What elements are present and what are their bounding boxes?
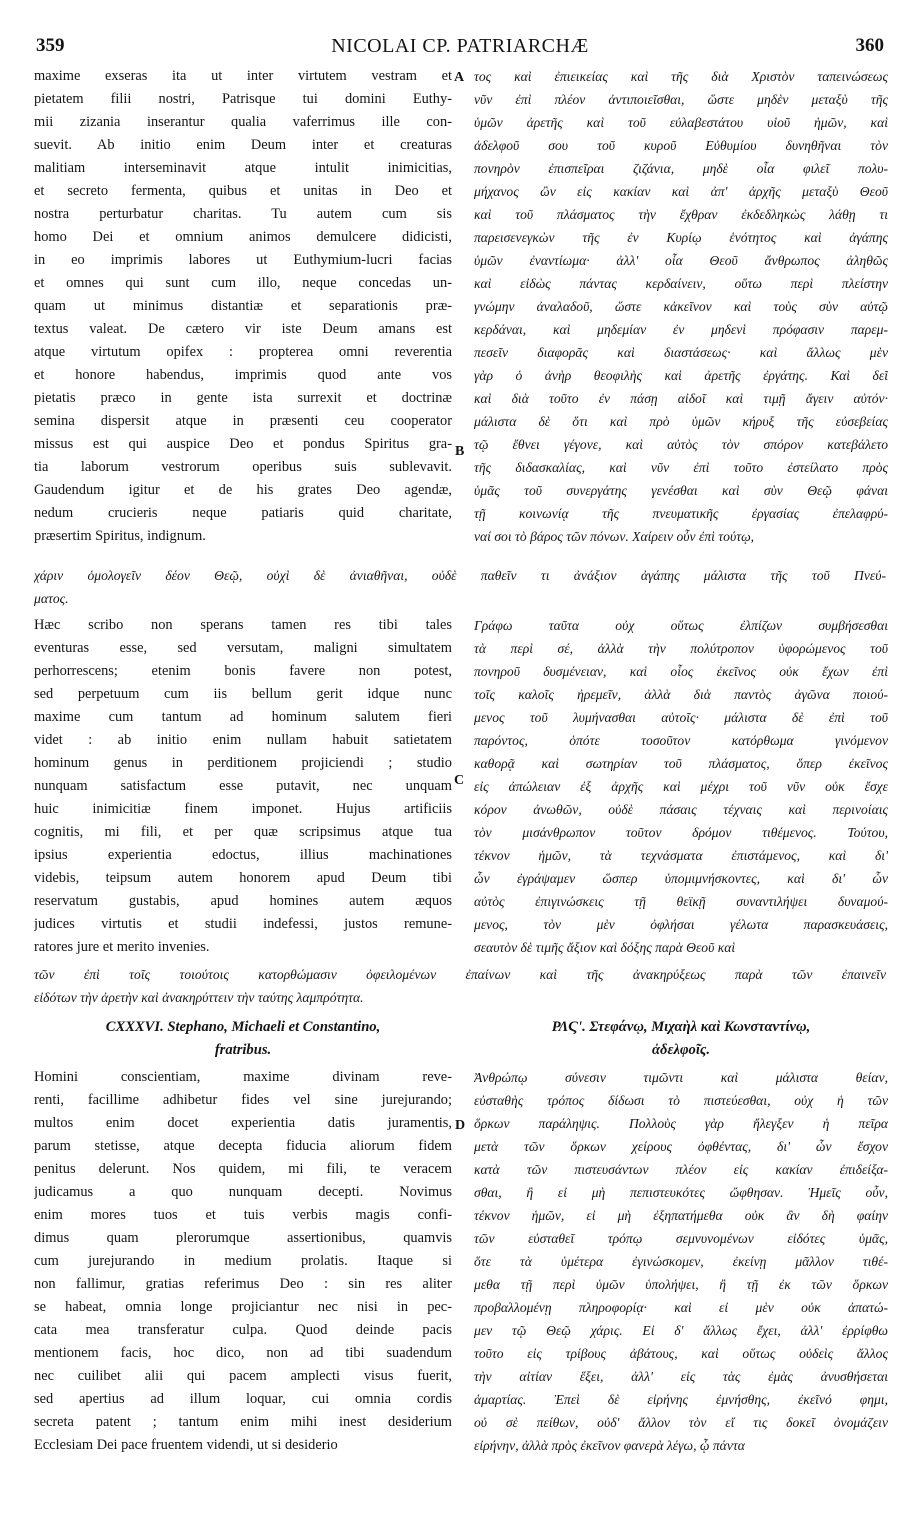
text-line: ὧν ἐγράψαμεν ὥσπερ ὑπομιμνήσκοντες, καὶ δι' ὧν — [474, 871, 888, 886]
text-line: τέκνον ἡμῶν, τὰ τεχνάσματα ἐπιστάμενος, καὶ δι' — [474, 848, 888, 863]
text-line: cognitis, mi fili, et per quæ scripsimus atque tua — [34, 824, 452, 840]
text-line: mentionem facis, hoc dico, non ad tibi suadendum — [34, 1345, 452, 1361]
text-line: χάριν ὁμολογεῖν δέον Θεῷ, οὐχὶ δὲ ἀνιαθῆναι, οὐδὲ παθεῖν τι ἀνάξιον ἀγάπης μάλιστα τῆς τοῦ Πνεύ- — [34, 568, 886, 583]
text-line: missus est qui auspice Deo et pondus Spiritus gra- — [34, 436, 452, 452]
text-line: pietatem filii nostri, Patrisque tui domini Euthy- — [34, 91, 452, 107]
text-line: μετὰ τῶν ὅρκων χείρους ὀφθέντας, δι' ὧν ἔσχον — [474, 1139, 888, 1154]
text-line: Gaudendum igitur et de his grates Deo agendæ, — [34, 482, 452, 498]
text-line: nec cuilibet alii qui pacem amplecti visus fuerit, — [34, 1368, 452, 1384]
text-line: τὸν μισάνθρωπον τοῦτον δρόμον τιθέμενος. Τούτου, — [474, 825, 888, 840]
margin-marker-c: C — [454, 773, 465, 788]
text-line: enim mores tuos et tuis verbis magis confi- — [34, 1207, 452, 1223]
greek-letter-heading — [474, 1016, 888, 1062]
text-line: κερδάναι, καὶ μηδεμίαν ἐν μηδενὶ πρόφασιν παρεμ- — [474, 322, 888, 337]
page-number-right: 360 — [855, 35, 884, 56]
text-line: εἰρήνην, ἀλλὰ πρὸς ἐκεῖνον φανερὰ λέγω, ᾧ πάντα — [474, 1438, 745, 1453]
text-line: videt : ab initio enim nullam habuit satietatem — [34, 732, 452, 748]
text-line: præsertim Spiritus, indignum. — [34, 528, 206, 544]
text-line: ἁμαρτίας. Ἐπεὶ δὲ εἰρήνης ἐμνήσθης, ἐκεῖνό φημι, — [474, 1392, 888, 1407]
text-line: atque virtutum opifex : propterea omni reverentia — [34, 344, 452, 360]
text-line: et secreto fermenta, quibus et unitas in Deo et — [34, 183, 452, 199]
text-line: τέκνον ἡμῶν, εἰ μὴ ἐξηπατήμεθα οὐκ ἂν δὴ φαίην — [474, 1208, 888, 1223]
margin-marker-a: A — [454, 70, 465, 85]
text-line: Ecclesiam Dei pace fruentem videndi, ut si desiderio — [34, 1437, 338, 1453]
text-line: τῇ κοινωνίᾳ τῆς πνευματικῆς ἐργασίας ἐπελαφρύ- — [474, 506, 888, 521]
text-line: in eo imprimis labores ut Euthymium-lucri facias — [34, 252, 452, 268]
text-line: οὐ σὲ πείθων, οὐδ' ἄλλον τὸν εἴ τις δοκεῖ ὀνομάζειν — [474, 1415, 888, 1430]
text-line: κατὰ τῶν πιστευσάντων πλέον εἰς κακίαν ἐπιδείξα- — [474, 1162, 888, 1177]
margin-marker-b: B — [455, 444, 465, 459]
text-line: μάλιστα δὲ ὅτι καὶ πρὸ ὑμῶν κήρυξ τῆς εὐσεβείας — [474, 414, 888, 429]
latin-text-block — [34, 65, 452, 548]
text-line: παρόντος, ὁπότε τοσοῦτον κατόρθωμα γινόμενον — [474, 733, 888, 748]
text-line: ratores jure et merito invenies. — [34, 939, 210, 955]
text-line: καθορᾷ καὶ σωτηρίαν τοῦ πλάσματος, ὅπερ ἐκεῖνος — [474, 756, 888, 771]
text-line: parum stetisse, atque decepta fiducia aliorum fidem — [34, 1138, 452, 1154]
latin-letter-heading — [34, 1016, 452, 1062]
text-line: videbis, teipsum autem honorem apud Deum tibi — [34, 870, 452, 886]
text-line: ὅτε τὰ ὑμέτερα ἐγινώσκομεν, ἐκείνῃ μᾶλλον τιθέ- — [474, 1254, 888, 1269]
text-line: Γράφω ταῦτα οὐχ οὕτως ἐλπίζων συμβήσεσθαι — [474, 618, 888, 633]
text-line: τῶν ἐπὶ τοῖς τοιούτοις κατορθώμασιν ὀφειλομένων ἐπαίνων καὶ τῆς ἀνακηρύξεως παρὰ τῶν ἐπαινεῖν — [34, 967, 886, 982]
text-line: renti, facillime adhibetur fides vel sine jurejurando; — [34, 1092, 452, 1108]
text-line: et omnes qui sunt cum illo, neque concedas un- — [34, 275, 452, 291]
text-line: cum jurejurando in medium prolatis. Itaque si — [34, 1253, 452, 1269]
text-line: semina dispersit atque in præsenti ceu cooperator — [34, 413, 452, 429]
text-line: ipsius experientia edoctus, illius machinationes — [34, 847, 452, 863]
text-line: μεν τῷ Θεῷ χάρις. Εἰ δ' ἄλλως ἔχει, ἀλλ' ἐρρίφθω — [474, 1323, 888, 1338]
text-line: καὶ διὰ τοῦτο ἐν πάσῃ αἰδοῖ καὶ τιμῇ ἄγειν αὐτόν· — [474, 391, 888, 406]
text-line: καὶ τοῦ πλάσματος τὴν ἔχθραν ἐκδεδληκὼς λάθῃ τι — [474, 207, 888, 222]
text-line: εἰς ἀπώλειαν ἐξ ἀρχῆς καὶ μέχρι τοῦ νῦν οὐκ ἔσχε — [474, 779, 888, 794]
text-line: mii zizania inserantur qualia vaferrimus ille con- — [34, 114, 452, 130]
text-line: προβαλλομένῃ πληροφορίᾳ· καὶ εἰ μὲν οὐκ ἀπατώ- — [474, 1300, 888, 1315]
text-line: τὰ περὶ σέ, ἀλλὰ τὴν πολύτροπον ὑφορώμενος τοῦ — [474, 641, 888, 656]
text-line: σεαυτὸν δὲ τιμῆς ἄξιον καὶ δόξης παρὰ Θεοῦ καὶ — [474, 940, 736, 955]
text-line: πονηρὸν ἐπισπεῖραι ζιζάνια, μηδὲ οἷα φιλεῖ πολυ- — [474, 161, 888, 176]
text-line: Ἀνθρώπῳ σύνεσιν τιμῶντι καὶ μάλιστα θείαν, — [474, 1070, 888, 1085]
text-line: κόρον ἀνωθῶν, οὐδὲ πάσαις τέχναις καὶ περινοίαις — [474, 802, 888, 817]
page-number-left: 359 — [36, 35, 65, 56]
text-line: ἀδελφοῦ σου τοῦ κυροῦ Εὐθυμίου δυνηθῆναι τὸν — [474, 138, 888, 153]
text-line: huic inimicitiæ finem imponet. Hujus artificiis — [34, 801, 452, 817]
text-line: quam ut minimus distantiæ et separationis præ- — [34, 298, 452, 314]
greek-text-block — [474, 1066, 888, 1457]
text-line: malitiam interseminavit atque intulit inimicitias, — [34, 160, 452, 176]
text-line: ὑμῶν ἀρετῆς καὶ τοῦ εὐλαβεστάτου υἱοῦ ἡμῶν, καὶ — [474, 115, 888, 130]
text-line: pietatis præco in gente ista surrexit et doctrinæ — [34, 390, 452, 406]
text-line: tia laborum vestrorum operibus suis sublevavit. — [34, 459, 452, 475]
text-line: judices virtutis et studii indefessi, justos remune- — [34, 916, 452, 932]
greek-text-block — [474, 614, 888, 959]
text-line: πονηροῦ δυσμένειαν, καὶ οἷος ἐκεῖνος οὐκ ἔχων ἐπὶ — [474, 664, 888, 679]
text-line: μήχανος ὢν εἰς κακίαν καὶ ἀπ' ἀρχῆς μεταξὺ Θεοῦ — [474, 184, 888, 199]
text-line: CXXXVI. Stephano, Michaeli et Constantino, — [105, 1019, 381, 1035]
text-line: ὑμᾶς τοῦ συνεργάτης γενέσθαι καὶ σὺν Θεῷ φάναι — [474, 483, 888, 498]
text-line: μεθα τῇ περὶ ὑμῶν ὑπολήψει, ἢ τῇ ἐκ τῶν ὅρκων — [474, 1277, 888, 1292]
text-line: nostra perturbatur charitas. Tu autem cum sis — [34, 206, 452, 222]
text-line: et honore habendus, imprimis quod ante vos — [34, 367, 452, 383]
greek-full-width-text — [34, 564, 886, 610]
text-line: ὑμῶν ἐναντίωμα· ἀλλ' οἷα Θεοῦ ἄνθρωπος ἀληθῶς — [474, 253, 888, 268]
text-line: penitus delerunt. Nos quidem, mi fili, te veracem — [34, 1161, 452, 1177]
text-line: eventuras esse, sed versutam, maligni simultatem — [34, 640, 452, 656]
text-line: γνώμην ἀναλαδοῦ, ὥστε κἀκεῖνον καὶ τοὺς σὺν αὐτῷ — [474, 299, 888, 314]
text-line: εὐσταθὴς τρόπος δίδωσι τὸ πιστεύεσθαι, οὐχ ἡ τῶν — [474, 1093, 888, 1108]
text-line: τοῖς καλοῖς ἠρεμεῖν, ἀλλὰ διὰ παντὸς ἀγῶνα ποιού- — [474, 687, 888, 702]
text-line: maxime cum tantum ad hominum salutem fieri — [34, 709, 452, 725]
text-line: τος καὶ ἐπιεικείας καὶ τῆς διὰ Χριστὸν ταπεινώσεως — [474, 69, 888, 84]
text-line: μενος, τὸν μὲν ὀφλήσαι γέλωτα παρασκευάσεις, — [474, 917, 888, 932]
running-title: NICOLAI CP. PATRIARCHÆ — [331, 35, 589, 57]
text-line: εἰδότων τὴν ἀρετὴν καὶ ἀνακηρύττειν τὴν ταύτης λαμπρότητα. — [34, 990, 364, 1005]
greek-full-width-text — [34, 963, 886, 1009]
text-line: cata mea transferatur culpa. Quod deinde pacis — [34, 1322, 452, 1338]
text-line: παρεισενεγκὼν τῆς ἐν Κυρίῳ ἑνότητος καὶ ἀγάπης — [474, 230, 888, 245]
text-line: ναί σοι τὸ βάρος τῶν πόνων. Χαίρειν οὖν ἐπὶ τούτῳ, — [474, 529, 755, 544]
text-line: se habeat, omnia longe projiciantur nec nisi in pec- — [34, 1299, 452, 1315]
greek-text-block — [474, 65, 888, 548]
text-line: αὐτὸς ἐπιγινώσκεις τῇ θεϊκῇ συναντιλήψει δυναμού- — [474, 894, 888, 909]
text-line: τοῦτο εἰς τρίβους ἀβάτους, καὶ οὕτως οὐδεὶς ἄλλος — [474, 1346, 888, 1361]
text-line: fratribus. — [214, 1042, 272, 1058]
text-line: homo Dei et omnium animos demulcere didicisti, — [34, 229, 452, 245]
text-line: judicamus a quo nunquam decepti. Novimus — [34, 1184, 452, 1200]
latin-text-block — [34, 614, 452, 959]
text-line: hominum genus in perditionem projiciendi ; studio — [34, 755, 452, 771]
text-line: πεσεῖν διαφορᾶς καὶ διαστάσεως· καὶ ἄλλως μὲν — [474, 345, 888, 360]
text-line: Hæc scribo non sperans tamen res tibi tales — [34, 617, 452, 633]
text-line: τῷ ἔθνει γέγονε, καὶ αὐτὸς τὸν σπόρον κατεβάλετο — [474, 437, 888, 452]
text-line: τὴν αἰτίαν ἕξει, ἀλλ' εἰς τὰς ἐμὰς ἀνυσθήσεται — [474, 1369, 888, 1384]
text-line: ΡΛϚ'. Στεφάνῳ, Μιχαὴλ καὶ Κωνσταντίνῳ, — [551, 1019, 811, 1035]
text-line: καὶ εἰδὼς πάντας κερδαίνειν, οὕτω περὶ πλείστην — [474, 276, 888, 291]
text-line: ὅρκων παράληψις. Πολλοὺς γὰρ ἤλεγξεν ἡ πεῖρα — [474, 1116, 888, 1131]
text-line: nedum crucieris neque patiaris quid charitate, — [34, 505, 452, 521]
text-line: dimus quam plerorumque assertionibus, quamvis — [34, 1230, 452, 1246]
text-line: Homini conscientiam, maxime divinam reve- — [34, 1069, 452, 1085]
text-line: τῆς διδασκαλίας, καὶ νῦν ἐπὶ τοῦτο ἐστείλατο πρὸς — [474, 460, 888, 475]
text-line: secreta patent ; tantum enim mihi inest desiderium — [34, 1414, 452, 1430]
text-line: σθαι, ἢ εἰ μὴ πεπιστευκότες ὤφθησαν. Ἡμεῖς οὖν, — [474, 1185, 888, 1200]
text-line: γὰρ ὁ ἀνὴρ θεοφιλὴς καὶ ἀρετῆς ἐργάτης. Καὶ δεῖ — [474, 368, 888, 383]
latin-text-block — [34, 1066, 452, 1457]
text-line: sed perpetuum cum iis bellum gerit idque nunc — [34, 686, 452, 702]
text-line: ματος. — [34, 591, 69, 606]
text-line: textus valeat. De cætero vir iste Deum amans est — [34, 321, 452, 337]
text-line: suevit. Ab initio enim Deum inter et creaturas — [34, 137, 452, 153]
text-line: τῶν εὐσταθεῖ τρόπῳ σεμνυνομένων εἰδότες ὑμᾶς, — [474, 1231, 888, 1246]
text-line: ἀδελφοῖς. — [651, 1042, 711, 1058]
text-line: maxime exseras ita ut inter virtutem vestram et — [34, 68, 452, 84]
text-line: non fallimur, gratias referimus Deo : sin res aliter — [34, 1276, 452, 1292]
text-line: sed apertius ad illum loquar, cui omnia cordis — [34, 1391, 452, 1407]
text-line: reservatum gustabis, apud homines autem æquos — [34, 893, 452, 909]
text-line: μενος τοῦ λυμήνασθαι αὐτοῖς· μάλιστα δὲ ἐπὶ τοῦ — [474, 710, 888, 725]
margin-marker-d: D — [455, 1118, 466, 1133]
text-line: νῦν ἐπὶ πλέον ἀντιποιεῖσθαι, ὥστε μηδὲν μεταξὺ τῆς — [474, 92, 888, 107]
text-line: perhorrescens; etenim bonis favere non potest, — [34, 663, 452, 679]
text-line: multos enim docet experientia datis juramentis, — [34, 1115, 452, 1131]
text-line: nunquam satisfactum esse putavit, nec unquam — [34, 778, 452, 794]
